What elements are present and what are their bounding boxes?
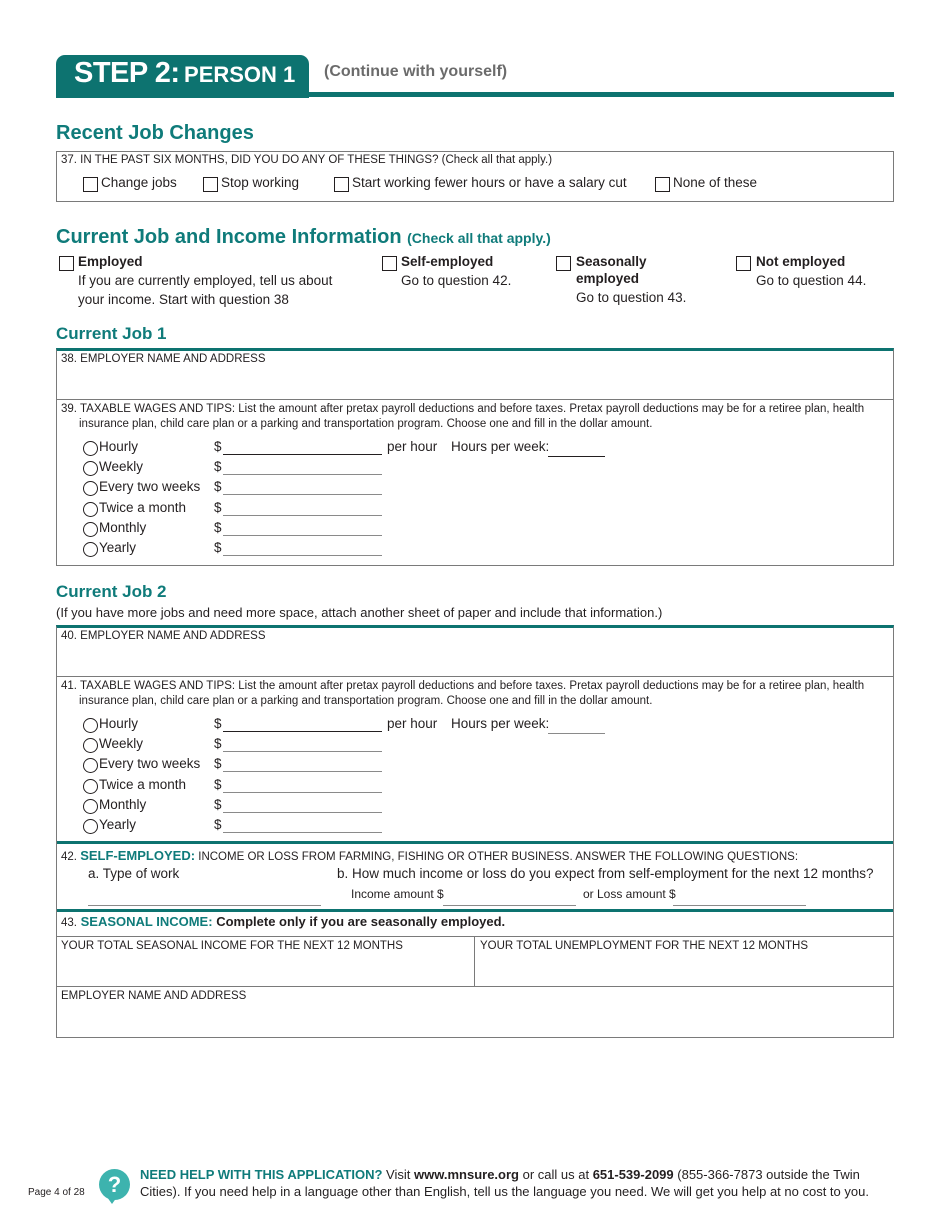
job2-hourly-radio[interactable] bbox=[83, 718, 98, 733]
q42b-label: b. How much income or loss do you expect from self-employment for the next 12 months? bbox=[337, 866, 874, 881]
job1-hourly-radio[interactable] bbox=[83, 441, 98, 456]
job2-hourly-amount-field[interactable] bbox=[223, 731, 382, 732]
job1-hourly-label: Hourly bbox=[99, 439, 139, 454]
job1-every-two-weeks-amount-field[interactable] bbox=[223, 494, 382, 495]
q43-bold-rest: Complete only if you are seasonally employed. bbox=[216, 914, 506, 929]
current-job-1-title: Current Job 1 bbox=[56, 324, 167, 343]
page-number: Page 4 of 28 bbox=[28, 1187, 85, 1198]
job2-hours-per-week-label: Hours per week: bbox=[451, 716, 550, 731]
q38-label: 38. EMPLOYER NAME AND ADDRESS bbox=[61, 353, 266, 365]
help-website-link[interactable]: www.mnsure.org bbox=[414, 1167, 519, 1182]
self-employed-label: Self-employed bbox=[401, 254, 494, 269]
seasonal-employer-label: EMPLOYER NAME AND ADDRESS bbox=[61, 990, 247, 1002]
loss-amount-field[interactable] bbox=[673, 905, 806, 906]
job1-monthly-amount-field[interactable] bbox=[223, 535, 382, 536]
fewer-hours-label: Start working fewer hours or have a salary cut bbox=[352, 175, 627, 190]
step-subtitle: (Continue with yourself) bbox=[324, 63, 508, 80]
help-heading: NEED HELP WITH THIS APPLICATION? bbox=[140, 1167, 383, 1182]
job2-yearly-amount-field[interactable] bbox=[223, 832, 382, 833]
current-income-title-note: (Check all that apply.) bbox=[407, 230, 551, 246]
help-call: or call us at bbox=[518, 1167, 593, 1182]
job1-weekly-dollar-sign: $ bbox=[214, 459, 222, 474]
stop-working-checkbox[interactable] bbox=[203, 177, 218, 192]
job2-weekly-dollar-sign: $ bbox=[214, 736, 222, 751]
step-person: PERSON 1 bbox=[184, 62, 296, 87]
stop-working-label: Stop working bbox=[221, 175, 300, 190]
job2-yearly-radio[interactable] bbox=[83, 819, 98, 834]
current-income-title-text: Current Job and Income Information bbox=[56, 226, 402, 248]
change-jobs-checkbox[interactable] bbox=[83, 177, 98, 192]
footer-help-text bbox=[140, 1167, 900, 1200]
job2-every-two-weeks-amount-field[interactable] bbox=[223, 771, 382, 772]
job2-monthly-dollar-sign: $ bbox=[214, 797, 222, 812]
fewer-hours-checkbox[interactable] bbox=[334, 177, 349, 192]
job2-twice-a-month-amount-field[interactable] bbox=[223, 792, 382, 793]
job2-every-two-weeks-radio[interactable] bbox=[83, 758, 98, 773]
job1-hourly-amount-field[interactable] bbox=[223, 454, 382, 455]
job1-per-hour-label: per hour bbox=[387, 439, 438, 454]
income-amount-field[interactable] bbox=[443, 905, 576, 906]
job2-hourly-dollar-sign: $ bbox=[214, 716, 222, 731]
job2-per-hour-label: per hour bbox=[387, 716, 438, 731]
job1-monthly-dollar-sign: $ bbox=[214, 520, 222, 535]
employed-desc-2: your income. Start with question 38 bbox=[78, 292, 289, 307]
seasonally-employed-checkbox[interactable] bbox=[556, 256, 571, 271]
job2-yearly-label: Yearly bbox=[99, 817, 137, 832]
job2-divider bbox=[57, 676, 893, 677]
job1-hours-per-week-label: Hours per week: bbox=[451, 439, 550, 454]
job1-twice-a-month-label: Twice a month bbox=[99, 500, 187, 515]
not-employed-checkbox[interactable] bbox=[736, 256, 751, 271]
job1-twice-a-month-dollar-sign: $ bbox=[214, 500, 222, 515]
none-of-these-checkbox[interactable] bbox=[655, 177, 670, 192]
job1-monthly-label: Monthly bbox=[99, 520, 147, 535]
q43-bold-teal: SEASONAL INCOME: bbox=[80, 914, 213, 929]
q40-label: 40. EMPLOYER NAME AND ADDRESS bbox=[61, 630, 266, 642]
job2-note: (If you have more jobs and need more space, attach another sheet of paper and include that information.) bbox=[56, 605, 663, 620]
not-employed-desc: Go to question 44. bbox=[756, 273, 867, 288]
job1-weekly-radio[interactable] bbox=[83, 461, 98, 476]
job2-weekly-radio[interactable] bbox=[83, 738, 98, 753]
loss-amount-label: or Loss amount $ bbox=[583, 887, 676, 901]
job2-weekly-amount-field[interactable] bbox=[223, 751, 382, 752]
q42-rule bbox=[57, 841, 893, 844]
q39-label-2: insurance plan, child care plan or a parking and transportation program. Choose one and fill in the dollar amount. bbox=[79, 418, 653, 430]
job1-box bbox=[56, 348, 894, 566]
q42-label bbox=[61, 848, 798, 863]
job1-monthly-radio[interactable] bbox=[83, 522, 98, 537]
q43-rule bbox=[57, 909, 893, 912]
seasonally-desc: Go to question 43. bbox=[576, 290, 687, 305]
q43-num: 43. bbox=[61, 917, 77, 929]
job2-twice-a-month-radio[interactable] bbox=[83, 779, 98, 794]
job2-monthly-radio[interactable] bbox=[83, 799, 98, 814]
none-of-these-label: None of these bbox=[673, 175, 758, 190]
employed-label: Employed bbox=[78, 254, 143, 269]
q37-label: 37. IN THE PAST SIX MONTHS, DID YOU DO ANY OF THESE THINGS? (Check all that apply.) bbox=[61, 154, 553, 166]
job1-yearly-amount-field[interactable] bbox=[223, 555, 382, 556]
q43-divider-1 bbox=[57, 936, 893, 937]
help-rest: (855-366-7873 outside the Twin Cities). If you need help in a language other than English, tell us the language you need. We will get you help at no cost to you. bbox=[140, 1167, 869, 1199]
job2-hourly-label: Hourly bbox=[99, 716, 139, 731]
job2-twice-a-month-dollar-sign: $ bbox=[214, 777, 222, 792]
job1-yearly-radio[interactable] bbox=[83, 542, 98, 557]
job1-hours-per-week-field[interactable] bbox=[548, 456, 605, 457]
current-job-2-title: Current Job 2 bbox=[56, 582, 167, 601]
job2-twice-a-month-label: Twice a month bbox=[99, 777, 187, 792]
job2-hours-per-week-field[interactable] bbox=[548, 733, 605, 734]
step-number: STEP 2: bbox=[74, 57, 180, 89]
self-employed-desc: Go to question 42. bbox=[401, 273, 512, 288]
job2-every-two-weeks-dollar-sign: $ bbox=[214, 756, 222, 771]
seasonally-label-1: Seasonally bbox=[576, 254, 647, 269]
help-visit: Visit bbox=[382, 1167, 414, 1182]
help-phone[interactable]: 651-539-2099 bbox=[592, 1167, 674, 1182]
employed-desc-1: If you are currently employed, tell us about bbox=[78, 273, 333, 288]
q41-label-1: 41. TAXABLE WAGES AND TIPS: List the amount after pretax payroll deductions and before taxes. Pretax payroll deductions may be for a retiree plan, health bbox=[61, 680, 865, 692]
job2-monthly-amount-field[interactable] bbox=[223, 812, 382, 813]
job1-every-two-weeks-dollar-sign: $ bbox=[214, 479, 222, 494]
q42-rest: INCOME OR LOSS FROM FARMING, FISHING OR OTHER BUSINESS. ANSWER THE FOLLOWING QUESTIONS: bbox=[198, 851, 799, 863]
question-icon: ? bbox=[99, 1169, 130, 1200]
q42a-label: a. Type of work bbox=[88, 866, 180, 881]
employed-checkbox[interactable] bbox=[59, 256, 74, 271]
recent-job-changes-title: Recent Job Changes bbox=[56, 122, 254, 144]
job1-hourly-dollar-sign: $ bbox=[214, 439, 222, 454]
q42-num: 42. bbox=[61, 851, 77, 863]
seasonally-label-2: employed bbox=[576, 271, 640, 286]
q43-divider-2 bbox=[57, 986, 893, 987]
q42-bold: SELF-EMPLOYED: bbox=[80, 848, 196, 863]
not-employed-label: Not employed bbox=[756, 254, 846, 269]
self-employed-checkbox[interactable] bbox=[382, 256, 397, 271]
type-of-work-field[interactable] bbox=[88, 905, 321, 906]
job1-twice-a-month-radio[interactable] bbox=[83, 502, 98, 517]
job2-yearly-dollar-sign: $ bbox=[214, 817, 222, 832]
job2-weekly-label: Weekly bbox=[99, 736, 144, 751]
job1-twice-a-month-amount-field[interactable] bbox=[223, 515, 382, 516]
income-amount-label: Income amount $ bbox=[351, 887, 444, 901]
job1-every-two-weeks-radio[interactable] bbox=[83, 481, 98, 496]
job1-weekly-label: Weekly bbox=[99, 459, 144, 474]
job1-yearly-dollar-sign: $ bbox=[214, 540, 222, 555]
job1-every-two-weeks-label: Every two weeks bbox=[99, 479, 201, 494]
current-income-title bbox=[56, 226, 551, 249]
job1-weekly-amount-field[interactable] bbox=[223, 474, 382, 475]
job1-divider bbox=[57, 399, 893, 400]
q43-label bbox=[61, 914, 505, 929]
job1-yearly-label: Yearly bbox=[99, 540, 137, 555]
job2-every-two-weeks-label: Every two weeks bbox=[99, 756, 201, 771]
q43-column-divider bbox=[474, 936, 475, 987]
change-jobs-label: Change jobs bbox=[101, 175, 177, 190]
header-rule bbox=[56, 92, 894, 97]
total-unemployment-label: YOUR TOTAL UNEMPLOYMENT FOR THE NEXT 12 MONTHS bbox=[480, 940, 809, 952]
job2-monthly-label: Monthly bbox=[99, 797, 147, 812]
q39-label-1: 39. TAXABLE WAGES AND TIPS: List the amount after pretax payroll deductions and before taxes. Pretax payroll deductions may be for a retiree plan, health bbox=[61, 403, 865, 415]
q41-label-2: insurance plan, child care plan or a parking and transportation program. Choose one and fill in the dollar amount. bbox=[79, 695, 653, 707]
total-seasonal-income-label: YOUR TOTAL SEASONAL INCOME FOR THE NEXT 12 MONTHS bbox=[61, 940, 403, 952]
